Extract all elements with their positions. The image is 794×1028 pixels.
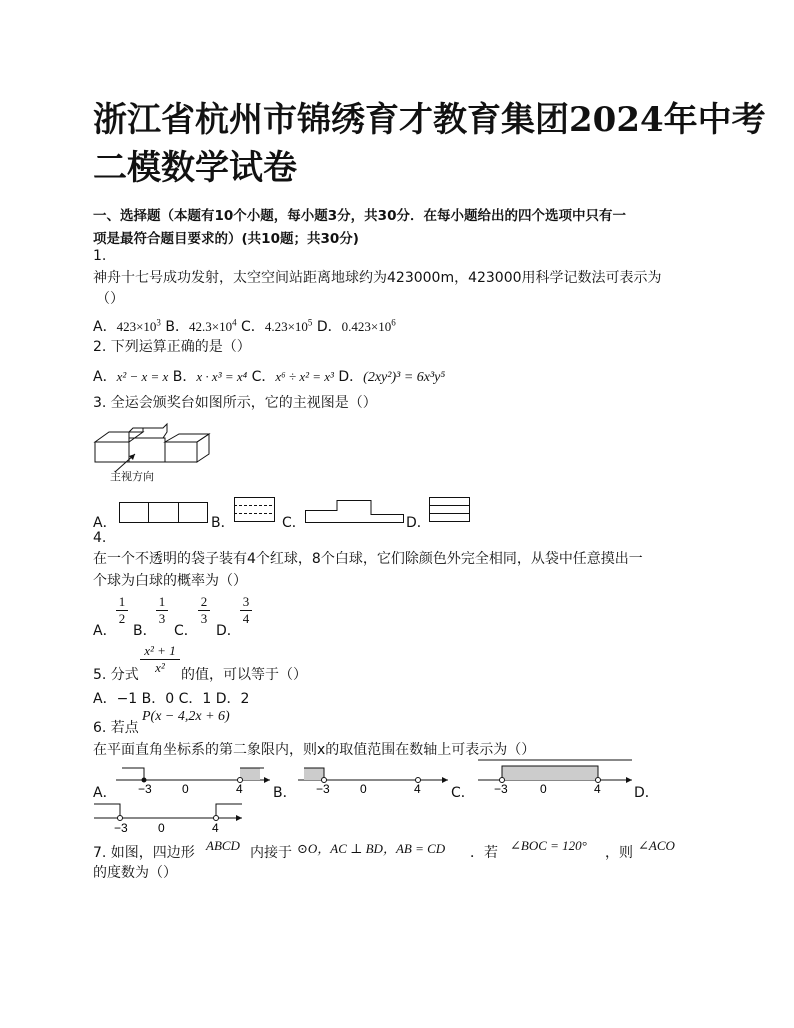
section-header-line1: 一、选择题（本题有10个小题，每小题3分，共30分．在每小题给出的四个选项中只有一 [93, 208, 626, 224]
q4-option-c[interactable]: 2 3 [198, 594, 210, 627]
q6-prefix: 6. 若点 [93, 720, 139, 736]
tick-label-4: 4 [414, 782, 421, 796]
q3-option-c-figure[interactable] [305, 500, 405, 524]
tick-label-4: 4 [594, 782, 601, 796]
tick-label-neg3: −3 [114, 821, 128, 835]
q4-letter-c: C． [174, 623, 198, 639]
q7-condition: ⊙O，AC ⊥ BD，AB = CD [297, 841, 446, 856]
tick-label-neg3: −3 [494, 782, 508, 796]
q3-option-b-figure[interactable] [234, 497, 276, 523]
q1-option-a-letter: A． [93, 319, 117, 335]
tick-label-4: 4 [212, 821, 219, 835]
q1-option-c[interactable]: $4.23\times 10^5$ [264, 317, 313, 334]
q6-line2: 在平面直角坐标系的第二象限内，则x的取值范围在数轴上可表示为（） [93, 742, 536, 758]
tick-label-4: 4 [236, 782, 243, 796]
view-direction-caption: 主视方向 [110, 470, 154, 483]
q6-letter-a: A． [93, 785, 117, 801]
page-title-line2: 二模数学试卷 [93, 148, 297, 188]
q1-option-b-letter: B． [165, 319, 189, 335]
tick-label-neg3: −3 [316, 782, 330, 796]
q4-option-b[interactable]: 1 3 [156, 594, 168, 627]
q5-prefix: 5. 分式 [93, 667, 139, 683]
q1-paren: （） [96, 291, 124, 307]
page-title-line1: 浙江省杭州市锦绣育才教育集团2024年中考 [93, 100, 766, 140]
q3-letter-c: C． [282, 515, 306, 531]
section-header-line2: 项是最符合题目要求的）(共10题；共30分) [93, 231, 359, 247]
q3-option-a-figure[interactable] [119, 502, 209, 524]
q4-option-d[interactable]: 3 4 [240, 594, 252, 627]
q6-option-d-numberline[interactable] [94, 798, 244, 834]
tick-label-0: 0 [182, 782, 189, 796]
q2-letter-b: B． [172, 369, 197, 385]
q1-option-d[interactable]: $0.423\times 10^6$ [341, 317, 396, 334]
q4-letter-b: B． [133, 623, 157, 639]
tick-label-0: 0 [540, 782, 547, 796]
q6-option-c-numberline[interactable] [478, 758, 634, 794]
q2-options [93, 366, 445, 386]
q1-options [93, 316, 396, 336]
q3-letter-d: D． [406, 515, 431, 531]
q2-letter-d: D． [338, 369, 364, 385]
q5-options[interactable]: A．−1 B．0 C．1 D．2 [93, 691, 250, 707]
q6-option-a-numberline[interactable] [116, 762, 272, 794]
q1-number: 1. [93, 248, 107, 264]
q6-letter-b: B． [273, 785, 297, 801]
q2-letter-c: C． [251, 369, 276, 385]
q2-text: 2. 下列运算正确的是（） [93, 339, 251, 355]
q7-prefix: 7. 如图，四边形 [93, 845, 195, 861]
q1-option-d-letter: D． [316, 319, 342, 335]
q2-option-a[interactable]: x² − x = x [116, 369, 169, 384]
q7-line2: 的度数为（） [93, 865, 177, 881]
q3-letter-a: A． [93, 515, 117, 531]
q4-option-a[interactable]: 1 2 [116, 594, 128, 627]
q1-option-b[interactable]: $42.3\times 10^4$ [188, 317, 237, 334]
q4-number: 4. [93, 530, 107, 546]
q6-letter-c: C． [451, 785, 475, 801]
tick-label-neg3: −3 [138, 782, 152, 796]
q2-option-d[interactable]: (2xy²)³ = 6x³y⁵ [363, 370, 446, 385]
q3-text: 3. 全运会颁奖台如图所示，它的主视图是（） [93, 395, 377, 411]
q4-letter-a: A． [93, 623, 117, 639]
q6-point: P(x − 4,2x + 6) [142, 709, 230, 724]
tick-label-0: 0 [360, 782, 367, 796]
q7-abcd: ABCD [206, 838, 240, 853]
q5-suffix: 的值，可以等于（） [181, 667, 307, 683]
q7-angle: ∠BOC = 120° [510, 838, 587, 853]
q7-comma: ，则 [605, 845, 633, 861]
q5-fraction: x² + 1 x² [140, 643, 180, 676]
q6-option-b-numberline[interactable] [298, 762, 450, 794]
q2-option-b[interactable]: x · x³ = x⁴ [196, 369, 248, 384]
q4-letter-d: D． [216, 623, 241, 639]
q7-mid: 内接于 [250, 845, 292, 861]
q4-line2: 个球为白球的概率为（） [93, 573, 247, 589]
q7-dot: ．若 [470, 845, 498, 861]
q2-letter-a: A． [93, 369, 117, 385]
tick-label-0: 0 [158, 821, 165, 835]
q2-option-c[interactable]: x⁶ ÷ x² = x³ [275, 369, 334, 384]
q1-text: 神舟十七号成功发射，太空空间站距离地球约为423000m，423000用科学记数法可表示为 [93, 270, 662, 286]
q3-letter-b: B． [211, 515, 235, 531]
q1-option-c-letter: C． [241, 319, 265, 335]
q3-option-d-figure[interactable] [429, 497, 471, 523]
q1-option-a[interactable]: $423\times 10^3$ [116, 317, 161, 334]
q7-target-angle: ∠ACO [638, 838, 675, 853]
q4-line1: 在一个不透明的袋子装有4个红球，8个白球，它们除颜色外完全相同，从袋中任意摸出一 [93, 551, 643, 567]
q6-letter-d: D． [634, 785, 659, 801]
